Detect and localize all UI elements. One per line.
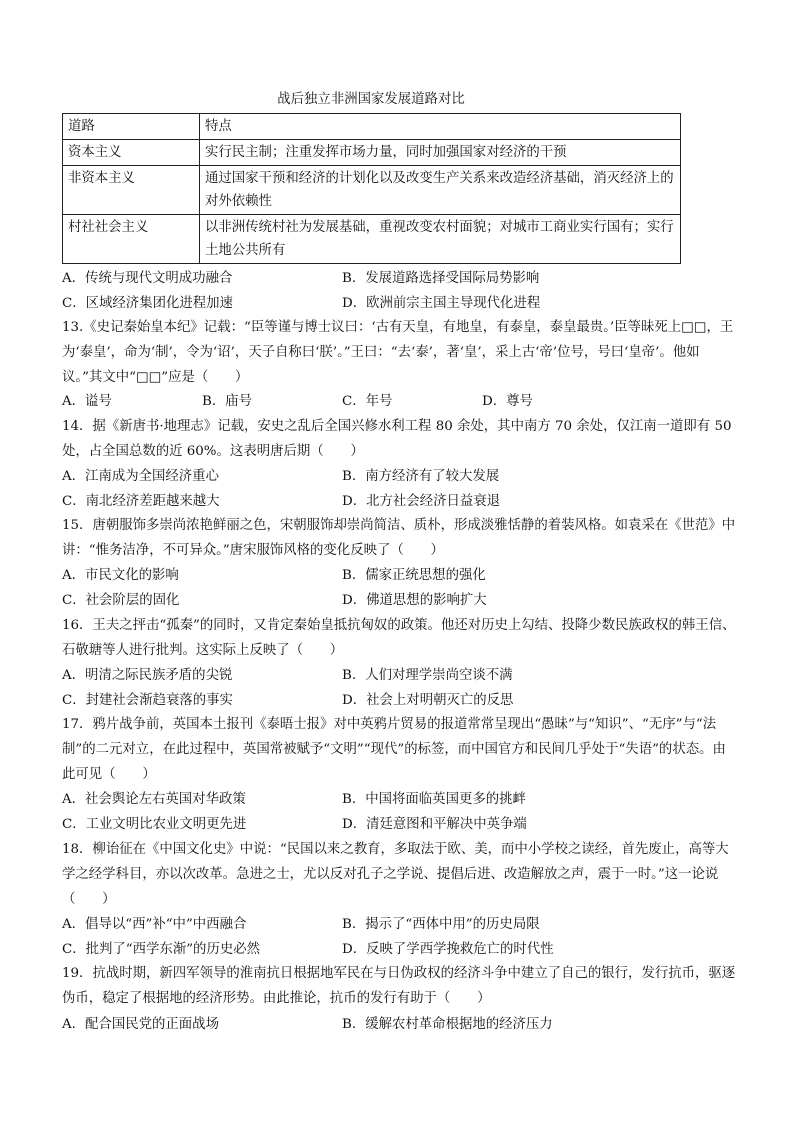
q17-options-row-1 <box>62 788 738 812</box>
q14-option-c[interactable]: C．南北经济差距越来越大 <box>62 494 220 509</box>
q18-option-d[interactable]: D．反映了学西学挽救危亡的时代性 <box>342 942 554 957</box>
q19-option-a[interactable]: A．配合国民党的正面战场 <box>62 1017 219 1032</box>
q18-stem: 18．柳诒征在《中国文化史》中说：“民国以来之教育，多取法于欧、美，而中小学校之读经，首先废止，高等大学之经学科目，亦以次改革。急进之士，尤以反对孔子之学说、提倡后进、改造解放之声，震于一时。”这一论说（ ） <box>62 842 729 907</box>
q16-stem: 16．王夫之抨击“孤秦”的同时，又肯定秦始皇抵抗匈奴的政策。他还对历史上勾结、投降少数民族政权的韩王信、石敬瑭等人进行批判。这实际上反映了（ ） <box>62 618 736 658</box>
q12-option-b[interactable]: B．发展道路选择受国际局势影响 <box>342 271 540 286</box>
q16-option-a[interactable]: A．明清之际民族矛盾的尖锐 <box>62 668 233 683</box>
table-title: 战后独立非洲国家发展道路对比 <box>277 92 465 107</box>
q13-stem: 13.《史记秦始皇本纪》记载：“臣等谨与博士议曰：‘古有天皇，有地皇，有泰皇，泰皇最贵。’臣等昧死上□□，王为‘泰皇’，命为‘制’，令为‘诏’，天子自称曰‘朕’。”王曰：“去‘泰’，著‘皇’，采上古‘帝’位号，号曰‘皇帝’。他如议。”其文中“□□”应是（ ） <box>62 320 734 385</box>
q13-option-b[interactable]: B．庙号 <box>202 394 253 409</box>
table-cell-feature: 以非洲传统村社为发展基础，重视改变农村面貌；对城市工商业实行国有；实行土地公共所有 <box>200 215 681 264</box>
q14-stem: 14．据《新唐书·地理志》记载，安史之乱后全国兴修水利工程 80 余处，其中南方 70 余处，仅江南一道即有 50 处，占全国总数的近 60%。这表明唐后期（ ） <box>62 419 732 459</box>
q16-options-row-2 <box>62 689 738 713</box>
q16-option-d[interactable]: D．社会上对明朝灭亡的反思 <box>342 693 514 708</box>
table-cell-road: 非资本主义 <box>63 166 200 215</box>
q19-stem: 19．抗战时期，新四军领导的淮南抗日根据地军民在与日伪政权的经济斗争中建立了自己的银行，发行抗币，驱逐伪币，稳定了根据地的经济形势。由此推论，抗币的发行有助于（ ） <box>62 966 736 1006</box>
table-header-row <box>63 114 681 140</box>
q12-option-d[interactable]: D．欧洲前宗主国主导现代化进程 <box>342 296 541 311</box>
q13-options-row <box>62 390 738 414</box>
q13-option-c[interactable]: C．年号 <box>342 394 393 409</box>
q14-options-row-2 <box>62 490 738 514</box>
q16-options-row-1 <box>62 664 738 688</box>
q15-option-a[interactable]: A．市民文化的影响 <box>62 568 179 583</box>
q12-option-a[interactable]: A．传统与现代文明成功融合 <box>62 271 233 286</box>
q14-option-a[interactable]: A．江南成为全国经济重心 <box>62 469 219 484</box>
q17-option-b[interactable]: B．中国将面临英国更多的挑衅 <box>342 792 526 807</box>
q15-options-row-1 <box>62 564 738 588</box>
q14-option-b[interactable]: B．南方经济有了较大发展 <box>342 469 500 484</box>
q17-options-row-2 <box>62 813 738 837</box>
table-row <box>63 215 681 264</box>
q15-option-c[interactable]: C．社会阶层的固化 <box>62 593 180 608</box>
comparison-table <box>62 113 681 264</box>
table-row <box>63 140 681 166</box>
q17-option-c[interactable]: C．工业文明比农业文明更先进 <box>62 817 247 832</box>
q15-option-d[interactable]: D．佛道思想的影响扩大 <box>342 593 487 608</box>
q12-option-c[interactable]: C．区域经济集团化进程加速 <box>62 296 233 311</box>
q16-option-c[interactable]: C．封建社会渐趋衰落的事实 <box>62 693 233 708</box>
header-cell-road: 道路 <box>63 114 200 140</box>
q18-option-b[interactable]: B．揭示了“西体中用”的历史局限 <box>342 917 540 932</box>
q15-stem: 15．唐朝服饰多崇尚浓艳鲜丽之色，宋朝服饰却崇尚简洁、质朴，形成淡雅恬静的着装风格。如袁采在《世范》中讲：“惟务洁净，不可异众。”唐宋服饰风格的变化反映了（ ） <box>62 518 736 558</box>
q17-option-a[interactable]: A．社会舆论左右英国对华政策 <box>62 792 246 807</box>
q18-options-row-2 <box>62 938 738 962</box>
q15-options-row-2 <box>62 589 738 613</box>
table-cell-feature: 通过国家干预和经济的计划化以及改变生产关系来改造经济基础，消灭经济上的对外依赖性 <box>200 166 681 215</box>
header-cell-feature: 特点 <box>200 114 681 140</box>
q13-option-d[interactable]: D．尊号 <box>482 394 533 409</box>
q12-options-row-1 <box>62 267 738 291</box>
q15-option-b[interactable]: B．儒家正统思想的强化 <box>342 568 486 583</box>
q13-option-a[interactable]: A．谥号 <box>62 394 112 409</box>
q14-option-d[interactable]: D．北方社会经济日益衰退 <box>342 494 501 509</box>
q19-options-row-1 <box>62 1013 738 1037</box>
q19-option-b[interactable]: B．缓解农村革命根据地的经济压力 <box>342 1017 553 1032</box>
q18-option-c[interactable]: C．批判了“西学东渐”的历史必然 <box>62 942 261 957</box>
table-cell-road: 村社社会主义 <box>63 215 200 264</box>
q17-option-d[interactable]: D．清廷意图和平解决中英争端 <box>342 817 527 832</box>
q18-option-a[interactable]: A．倡导以“西”补“中”中西融合 <box>62 917 247 932</box>
q18-options-row-1 <box>62 913 738 937</box>
table-cell-feature: 实行民主制；注重发挥市场力量，同时加强国家对经济的干预 <box>200 140 681 166</box>
q14-options-row-1 <box>62 465 738 489</box>
q12-options-row-2 <box>62 292 738 316</box>
table-cell-road: 资本主义 <box>63 140 200 166</box>
q17-stem: 17．鸦片战争前，英国本土报刊《泰晤士报》对中英鸦片贸易的报道常常呈现出“愚昧”与“知识”、“无序”与“法制”的二元对立，在此过程中，英国常被赋予“文明”“现代”的标签，而中国官方和民间几乎处于“失语”的状态。由此可见（ ） <box>62 717 726 782</box>
q16-option-b[interactable]: B．人们对理学崇尚空谈不满 <box>342 668 513 683</box>
table-row <box>63 166 681 215</box>
